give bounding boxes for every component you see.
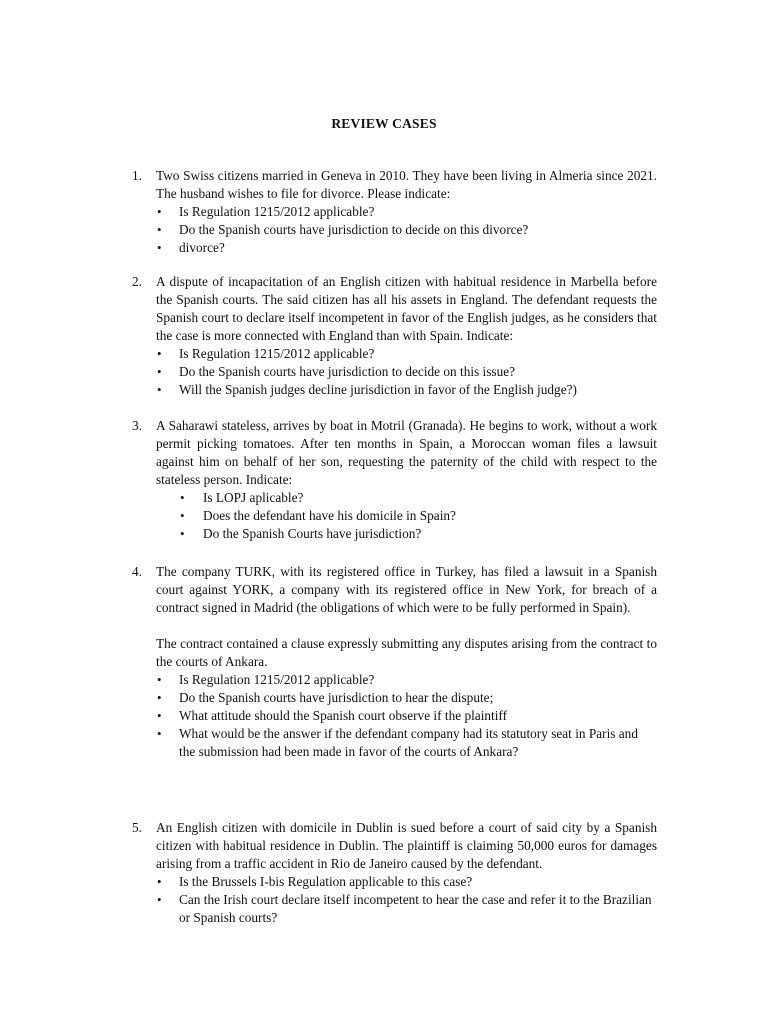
question-list [156,489,657,543]
case-body [156,417,657,543]
case-number: 2. [132,274,142,289]
question-item: • Is Regulation 1215/2012 applicable? [156,345,657,363]
case-2 [132,273,657,399]
case-body [156,563,657,761]
case-number: 5. [132,820,142,835]
case-body [156,167,657,257]
question-item: • Do the Spanish courts have jurisdiction to decide on this issue? [156,363,657,381]
question-item: • Is the Brussels I-bis Regulation applicable to this case? [156,873,657,891]
question-list [156,671,657,761]
question-item: • Do the Spanish courts have jurisdiction to hear the dispute; [156,689,657,707]
case-3 [132,417,657,543]
document-title: REVIEW CASES [331,116,437,131]
question-item: • Is Regulation 1215/2012 applicable? [156,203,657,221]
question-item: • Is LOPJ aplicable? [156,489,657,507]
case-paragraph: An English citizen with domicile in Dublin is sued before a court of said city by a Spanish citizen with habitual residence in Dublin. The plaintiff is claiming 50,000 euros for damages arising from a traffic accident in Rio de Janeiro caused by the defendant. [156,820,657,871]
case-5 [132,819,657,927]
question-item: • Will the Spanish judges decline jurisdiction in favor of the English judge?) [156,381,657,399]
case-paragraph: The contract contained a clause expressly submitting any disputes arising from the contract to the courts of Ankara. [156,636,657,669]
case-number: 4. [132,564,142,579]
case-body [156,819,657,927]
question-item: • Do the Spanish Courts have jurisdiction? [156,525,657,543]
case-number: 3. [132,418,142,433]
case-paragraph: Two Swiss citizens married in Geneva in 2010. They have been living in Almeria since 2021. The husband wishes to file for divorce. Please indicate: [156,168,657,201]
case-4 [132,563,657,761]
case-paragraph: A Saharawi stateless, arrives by boat in Motril (Granada). He begins to work, without a work permit picking tomatoes. After ten months in Spain, a Moroccan woman files a lawsuit against him on behalf of her son, requesting the paternity of the child with respect to the stateless person. Indicate: [156,418,657,487]
question-item: • divorce? [156,239,657,257]
case-number: 1. [132,168,142,183]
case-body [156,273,657,399]
case-1 [132,167,657,257]
question-item: • Can the Irish court declare itself incompetent to hear the case and refer it to the Brazilian or Spanish courts? [156,891,657,927]
question-list [156,203,657,257]
question-item: • Do the Spanish courts have jurisdiction to decide on this divorce? [156,221,657,239]
case-paragraph: The company TURK, with its registered office in Turkey, has filed a lawsuit in a Spanish court against YORK, a company with its registered office in New York, for breach of a contract signed in Madrid (the obligations of which were to be fully performed in Spain). [156,564,657,615]
case-paragraph: A dispute of incapacitation of an English citizen with habitual residence in Marbella before the Spanish courts. The said citizen has all his assets in England. The defendant requests the Spanish court to declare itself incompetent in favor of the English judges, as he considers that the case is more connected with England than with Spain. Indicate: [156,274,657,343]
question-item: • What would be the answer if the defendant company had its statutory seat in Paris and the submission had been made in favor of the courts of Ankara? [156,725,657,761]
question-list [156,873,657,927]
question-item: • What attitude should the Spanish court observe if the plaintiff [156,707,657,725]
question-item: • Does the defendant have his domicile in Spain? [156,507,657,525]
question-item: • Is Regulation 1215/2012 applicable? [156,671,657,689]
question-list [156,345,657,399]
